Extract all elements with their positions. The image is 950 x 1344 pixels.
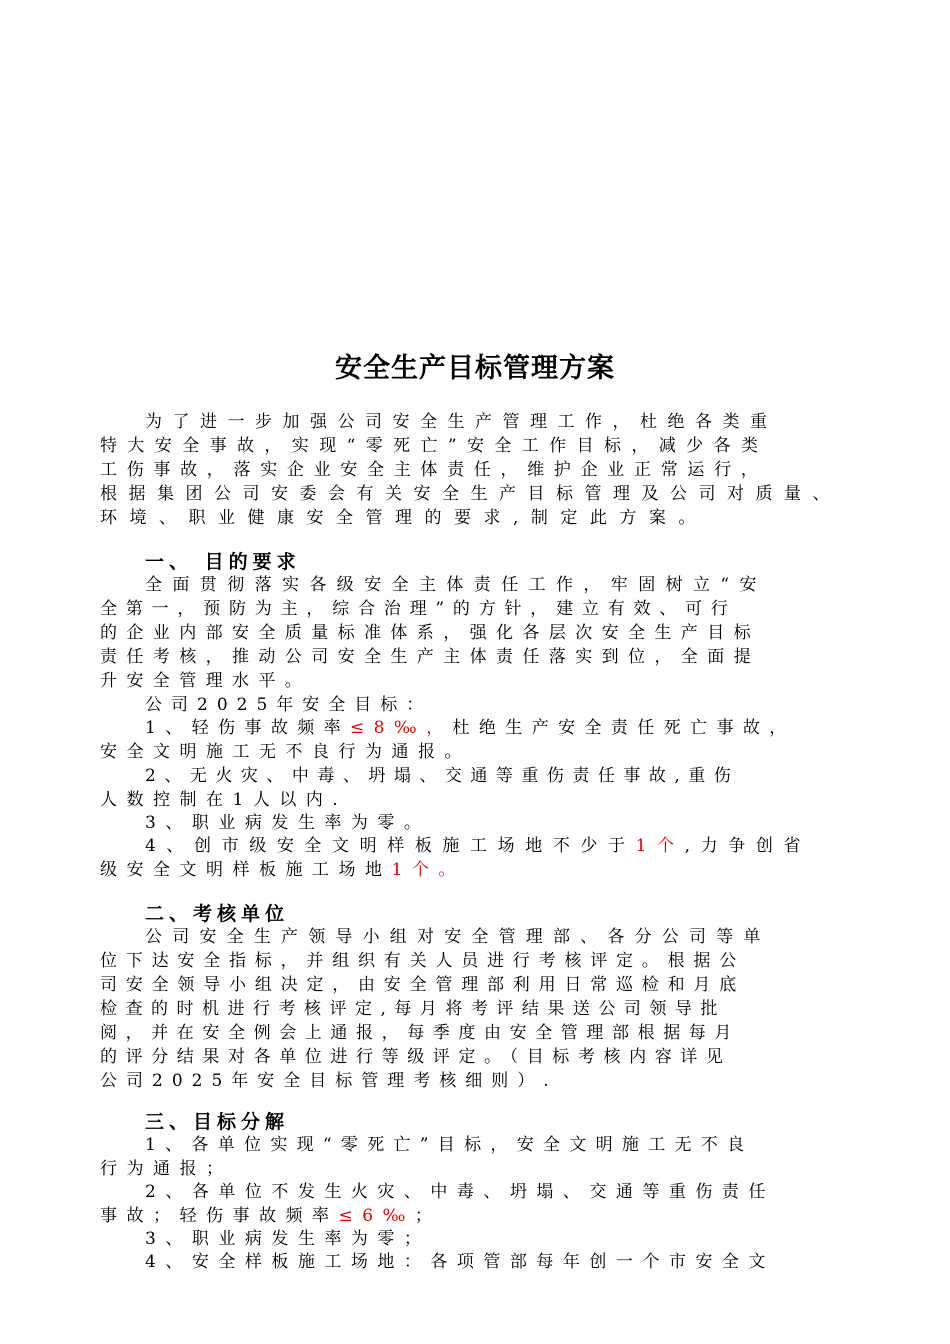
goal-4-count-2: 1个。 bbox=[391, 860, 465, 880]
s1-body-line-2: 全第一，预防为主，综合治理”的方针，建立有效、可行 bbox=[100, 599, 737, 619]
s2-body-line-4: 检查的时机进行考核评定,每月将考评结果送公司领导批 bbox=[100, 999, 726, 1019]
s1-body-line-5: 升安全管理水平。 bbox=[100, 671, 312, 691]
s3-item-3: 3、职业病发生率为零； bbox=[145, 1229, 431, 1249]
goal-intro: 公司2025年安全目标： bbox=[145, 695, 433, 715]
s2-body-line-1: 公司安全生产领导小组对安全管理部、各分公司等单 bbox=[145, 927, 771, 947]
goal-4-count-1: 1个 bbox=[635, 836, 685, 856]
intro-line-3: 工伤事故，落实企业安全主体责任，维护企业正常运行， bbox=[100, 460, 768, 480]
goal-4-line-2 bbox=[100, 858, 465, 882]
s2-body-line-5: 阅，并在安全例会上通报，每季度由安全管理部根据每月 bbox=[100, 1023, 740, 1043]
s3-item-1-line-1: 1、各单位实现“零死亡”目标，安全文明施工无不良 bbox=[145, 1135, 754, 1155]
s2-body-line-3: 司安全领导小组决定，由安全管理部利用日常巡检和月底 bbox=[100, 975, 745, 995]
s3-item-4-line-1: 4、安全样板施工场地：各项管部每年创一个市安全文 bbox=[145, 1252, 775, 1272]
s3-item-2-line-2 bbox=[100, 1204, 441, 1228]
goal-1-text-b: 杜绝生产安全责任死亡事故， bbox=[452, 718, 796, 738]
s2-body-line-6: 的评分结果对各单位进行等级评定。（目标考核内容详见 bbox=[100, 1047, 732, 1067]
section-1-heading: 一、 目的要求 bbox=[145, 551, 301, 573]
goal-4-text-a: 4、创市级安全文明样板施工场地不少于 bbox=[145, 836, 636, 856]
goal-4-text-b: ,力争创省 bbox=[684, 836, 812, 856]
goal-4-text-c: 级安全文明样板施工场地 bbox=[100, 860, 392, 880]
s1-body-line-3: 的企业内部安全质量标准体系，强化各层次安全生产目标 bbox=[100, 623, 760, 643]
goal-1-line-1 bbox=[145, 716, 796, 740]
goal-1-line-2: 安全文明施工无不良行为通报。 bbox=[100, 742, 471, 762]
intro-line-5: 环境、职业健康安全管理的要求,制定此方案。 bbox=[100, 508, 708, 528]
goal-1-rate: ≤8‰， bbox=[350, 718, 453, 738]
goal-1-text-a: 1、轻伤事故频率 bbox=[145, 718, 351, 738]
section-2-heading: 二、考核单位 bbox=[145, 903, 290, 925]
s1-body-line-4: 责任考核，推动公司安全生产主体责任落实到位，全面提 bbox=[100, 647, 760, 667]
s2-body-line-2: 位下达安全指标，并组织有关人员进行考核评定。根据公 bbox=[100, 951, 745, 971]
section-3-heading: 三、目标分解 bbox=[145, 1111, 290, 1133]
s3-item-2-rate: ≤6‰ bbox=[338, 1206, 415, 1226]
s3-item-2-line-1: 2、各单位不发生火灾、中毒、坍塌、交通等重伤责任 bbox=[145, 1182, 775, 1202]
goal-3: 3、职业病发生率为零。 bbox=[145, 813, 431, 833]
intro-line-2: 特大安全事故，实现“零死亡”安全工作目标，减少各类 bbox=[100, 436, 769, 456]
document-title: 安全生产目标管理方案 bbox=[335, 353, 615, 384]
s2-body-line-7: 公司2025年安全目标管理考核细则）. bbox=[100, 1071, 558, 1091]
goal-4-line-1 bbox=[145, 834, 811, 858]
goal-2-line-2: 人数控制在1人以内. bbox=[100, 790, 348, 810]
s3-item-2-text-a: 事故；轻伤事故频率 bbox=[100, 1206, 339, 1226]
s3-item-2-text-c: ； bbox=[414, 1206, 442, 1226]
s3-item-1-line-2: 行为通报； bbox=[100, 1159, 233, 1179]
intro-line-4: 根据集团公司安委会有关安全生产目标管理及公司对质量、 bbox=[100, 484, 841, 504]
goal-2-line-1: 2、无火灾、中毒、坍塌、交通等重伤责任事故,重伤 bbox=[145, 766, 740, 786]
intro-line-1: 为了进一步加强公司安全生产管理工作，杜绝各类重 bbox=[145, 412, 778, 432]
s1-body-line-1: 全面贯彻落实各级安全主体责任工作，牢固树立“安 bbox=[145, 575, 767, 595]
